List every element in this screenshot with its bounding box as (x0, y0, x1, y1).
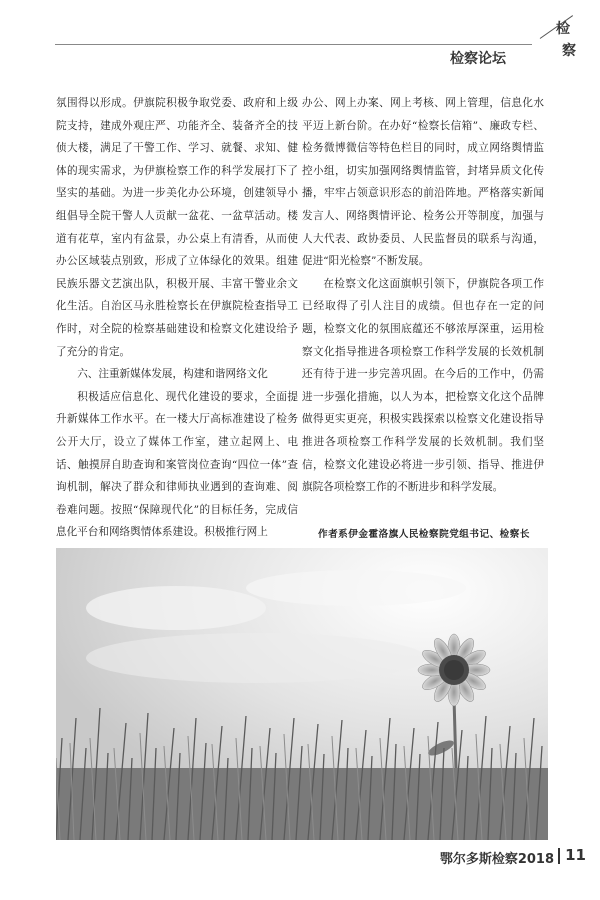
sunflower-in-grass-icon (56, 548, 548, 840)
section-tag (536, 18, 580, 60)
page-footer (0, 846, 600, 866)
right-paragraph-1: 办公、网上办案、网上考核、网上管理，信息化水平迈上新台阶。在办好“检察长信箱”、廉政专栏、检务微博微信等特色栏目的同时，成立网络舆情监控小组，切实加强网络舆情监管，封堵异质文化传播，牢牢占领意识形态的前沿阵地。严格落实新闻发言人、网络舆情评论、检务公开等制度，加强与人大代表、政协委员、人民监督员的联系与沟通，促进“阳光检察”不断发展。 (302, 97, 544, 268)
section-title: 检察论坛 (450, 51, 506, 67)
sunflower-photo (56, 548, 548, 840)
section-tag-char-2: 察 (562, 43, 576, 59)
left-column (56, 92, 298, 544)
right-column (302, 92, 544, 499)
section-tag-char-1: 检 (556, 21, 570, 37)
right-paragraph-2: 在检察文化这面旗帜引领下，伊旗院各项工作已经取得了引人注目的成绩。但也存在一定的问题，检察文化的氛围底蕴还不够浓厚深重，运用检察文化指导推进各项检察工作科学发展的长效机制还有待于进一步完善巩固。在今后的工作中，仍需进一步强化措施，以人为本，把检察文化这个品牌做得更实更亮，积极实践探索以检察文化建设指导推进各项检察工作科学发展的长效机制。我们坚信，检察文化建设必将进一步引领、指导、推进伊旗院各项检察工作的不断进步和科学发展。 (302, 277, 544, 494)
page-number: 11 (565, 846, 586, 864)
footer-divider (558, 848, 560, 864)
journal-name: 鄂尔多斯检察2018 (439, 852, 554, 867)
left-paragraph-2: 积极适应信息化、现代化建设的要求，全面提升新媒体工作水平。在一楼大厅高标准建设了检务公开大厅，设立了媒体工作室，建立起网上、电话、触摸屏自助查询和案管岗位查询“四位一体”查询机制，解决了群众和律师执业遇到的查询难、阅卷难问题。按照“保障现代化”的目标任务，完成信息化平台和网络舆情体系建设。积极推行网上 (56, 390, 298, 539)
section-heading: 六、注重新媒体发展，构建和谐网络文化 (77, 368, 268, 381)
header-rule (55, 44, 532, 45)
author-note: 作者系伊金霍洛旗人民检察院党组书记、检察长 (318, 529, 530, 540)
left-paragraph-1: 氛围得以形成。伊旗院积极争取党委、政府和上级院支持，建成外观庄严、功能齐全、装备齐全的技侦大楼，满足了干警工作、学习、就餐、求知、健体的现实需求，为伊旗检察工作的科学发展打下了坚实的基础。为进一步美化办公环境，创建领导小组倡导全院干警人人贡献一盆花、一盆草活动。楼道有花草，室内有盆景，办公桌上有清香，从而使办公区域装点别致，形成了立体绿化的效果。组建民族乐器文艺演出队，积极开展、丰富干警业余文化生活。自治区马永胜检察长在伊旗院检查指导工作时，对全院的检察基础建设和检察文化建设给予了充分的肯定。 (56, 97, 298, 358)
